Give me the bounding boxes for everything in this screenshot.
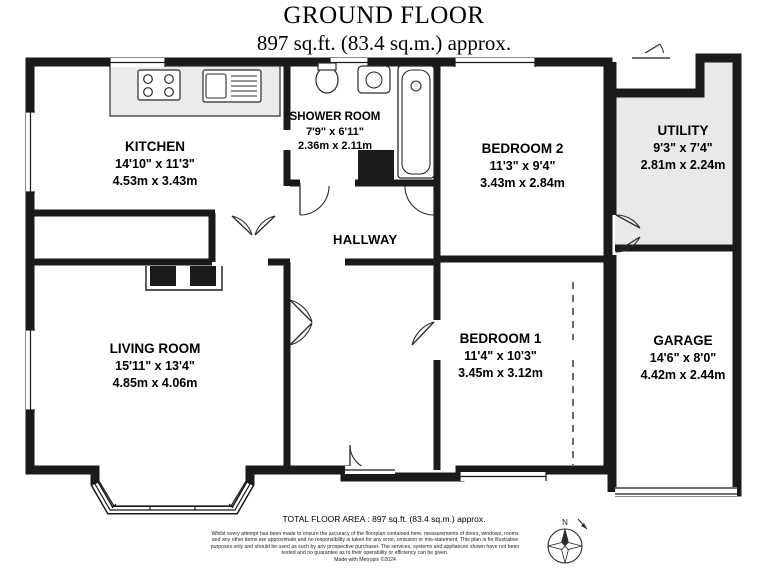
compass-needle-west bbox=[548, 543, 565, 550]
room-dim-metric: 4.53m x 3.43m bbox=[112, 174, 198, 188]
compass-rose bbox=[534, 512, 596, 570]
door-leaf-kitchen bbox=[232, 216, 252, 235]
door-leaf-living bbox=[290, 300, 312, 322]
plan-title-sub: 897 sq.ft. (83.4 sq.m.) approx. bbox=[256, 31, 512, 55]
made-with-text: Made with Metropix ©2024 bbox=[334, 556, 396, 563]
main-outer-wall bbox=[30, 62, 608, 510]
utility-floor-fill bbox=[615, 58, 737, 245]
fireplace-block-left bbox=[150, 266, 176, 286]
compass-icon bbox=[534, 512, 596, 570]
room-dim-metric: 2.81m x 2.24m bbox=[640, 158, 726, 172]
room-dim-metric: 4.85m x 4.06m bbox=[112, 376, 198, 390]
room-name: UTILITY bbox=[657, 123, 709, 138]
room-dim-imperial: 11'4" x 10'3" bbox=[464, 349, 537, 363]
disclaimer-text: Whilst every attempt has been made to ensure the accuracy of the floorplan contained here, measurements of doors, windows, rooms and any other items are approximate and no responsibility is taken for any error, omission or mis-statement. This plan is for illustrative purposes only and should be used as such by any prospective purchaser. The services, systems and appliances shown have not been tested and no guarantee as to their operability or efficiency can be given. bbox=[210, 531, 520, 557]
room-dim-metric: 3.45m x 3.12m bbox=[458, 366, 543, 380]
room-dim-metric: 4.42m x 2.44m bbox=[640, 368, 726, 382]
basin-bowl-icon bbox=[366, 72, 382, 88]
room-name: GARAGE bbox=[653, 333, 713, 348]
room-dim-imperial: 15'11" x 13'4" bbox=[115, 359, 195, 373]
sink-basin-icon bbox=[206, 74, 226, 98]
garage-floor-fill bbox=[615, 258, 737, 492]
room-dim-imperial: 7'9" x 6'11" bbox=[306, 126, 364, 138]
room-name: SHOWER ROOM bbox=[289, 111, 381, 123]
bay-window-inner bbox=[99, 481, 246, 506]
room-dim-imperial: 9'3" x 7'4" bbox=[653, 141, 713, 155]
shower-step-block bbox=[358, 150, 394, 186]
door-arc-shower bbox=[300, 186, 329, 215]
door-leaf-living-b bbox=[290, 323, 312, 345]
plan-geometry bbox=[26, 44, 737, 510]
room-name: KITCHEN bbox=[125, 139, 185, 154]
room-label-hallway: HALLWAY bbox=[333, 232, 398, 247]
wc-cistern-icon bbox=[318, 63, 336, 70]
wc-icon bbox=[316, 67, 338, 93]
room-name: BEDROOM 1 bbox=[459, 331, 542, 346]
plan-title-main: GROUND FLOOR bbox=[283, 2, 485, 29]
hob-icon bbox=[138, 70, 180, 100]
room-name: BEDROOM 2 bbox=[481, 141, 564, 156]
room-dim-metric: 2.36m x 2.11m bbox=[297, 140, 372, 152]
door-leaf-kitchen-b bbox=[255, 216, 275, 235]
room-dim-metric: 3.43m x 2.84m bbox=[480, 176, 565, 190]
room-dim-imperial: 11'3" x 9'4" bbox=[489, 159, 556, 173]
compass-needle-east bbox=[565, 543, 582, 550]
total-floor-area-text: TOTAL FLOOR AREA : 897 sq.ft. (83.4 sq.m.) approx. bbox=[282, 514, 486, 524]
room-dim-imperial: 14'10" x 11'3" bbox=[115, 157, 195, 171]
compass-north-letter: N bbox=[562, 518, 568, 527]
fireplace-block-right bbox=[190, 266, 216, 286]
room-dim-imperial: 14'6" x 8'0" bbox=[649, 351, 717, 365]
room-name: LIVING ROOM bbox=[109, 341, 201, 356]
shower-tray-icon bbox=[402, 70, 430, 174]
door-leaf-bedroom1 bbox=[412, 322, 434, 345]
door-arc-bedroom2 bbox=[405, 186, 434, 215]
